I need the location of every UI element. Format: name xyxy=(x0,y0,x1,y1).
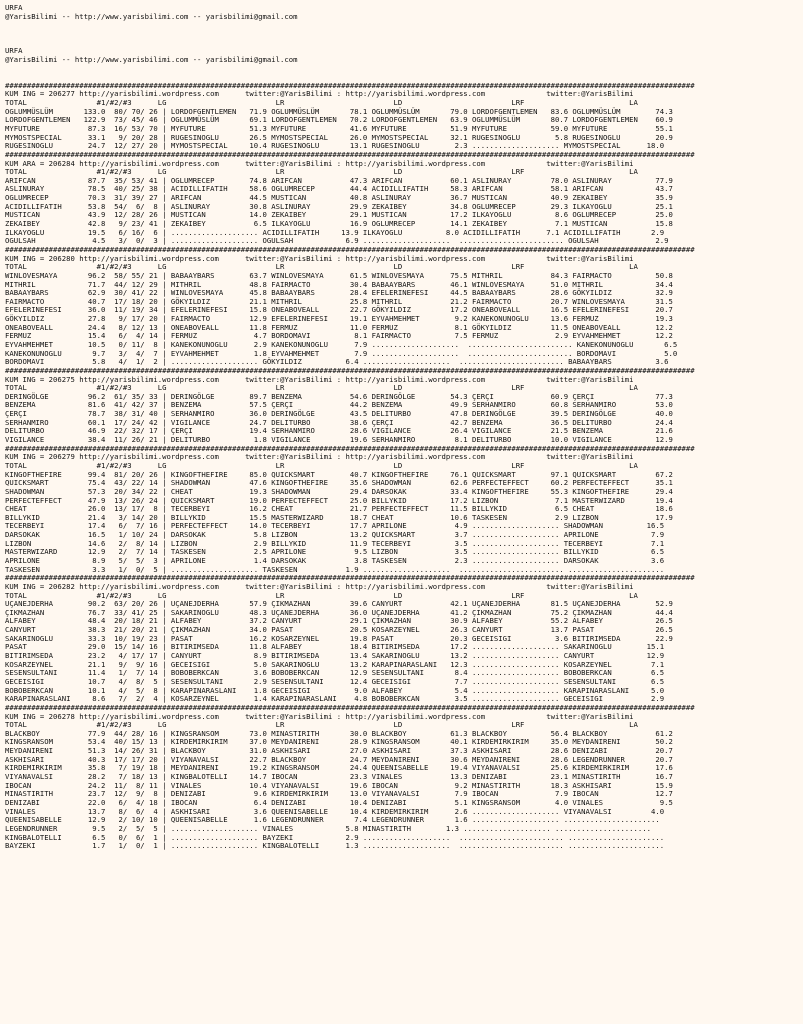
document-line: OGLUMMÜSLÜM 133.0 80/ 70/ 26 | LORDOFGENTLEMEN 71.9 OGLUMMÜSLÜM 78.1 OGLUMMÜSLÜM 79.0 LORDOFGENTLEMEN 83.6 OGLUMMÜSLÜM 74.3 xyxy=(5,106,673,116)
document-line xyxy=(5,21,803,30)
document-line: URFA xyxy=(5,3,23,12)
document-line: KUM ING = 206277 http://yarisbilimi.wordpress.com twitter:@YarisBilimi : http://yarisbilimi.wordpress.com twitter:@YarisBilimi xyxy=(5,89,634,99)
document-line: PERFECTEFFECT 47.9 13/ 26/ 24 | QUICKSMART 19.0 PERFECTEFFECT 25.0 BILLYKID 17.2 LIZBON 7.1 MASTERWIZARD 19.4 xyxy=(5,495,673,505)
document-line: KUM ING = 206279 http://yarisbilimi.wordpress.com twitter:@YarisBilimi : http://yarisbilimi.wordpress.com twitter:@YarisBilimi xyxy=(5,452,634,462)
document-line: ZEKAIBEY 42.8 9/ 23/ 41 | ZEKAIBEY 6.5 ILKAYOGLU 16.9 OGLUMRECEP 14.1 ZEKAIBEY 7.1 MUSTICAN 15.8 xyxy=(5,219,673,229)
document-line: BORDOMAVI 5.8 4/ 1/ 2 | .................... GÖKYILDIZ 6.4 .................... ........................ BABAAYBARS 3.6 xyxy=(5,357,669,367)
document-line: TOTAL #1/#2/#3 LG LR LD LRF LA xyxy=(5,590,638,600)
document-line: DENIZABI 22.0 6/ 4/ 18 | IBOCAN 6.4 DENIZABI 10.4 DENIZABI 5.1 KINGSRANSOM 4.0 VINALES 9.5 xyxy=(5,797,673,807)
document-line: BILLYKID 21.4 3/ 14/ 20 | BILLYKID 15.5 MASTERWIZARD 18.7 CHEAT 10.6 TASKESEN 2.9 LIZBON 17.9 xyxy=(5,512,673,522)
document-line: ILKAYOGLU 19.5 6/ 16/ 6 | .................... ACIDILLIFATIH 13.9 ILKAYOGLU 8.0 ACIDILLIFATIH 7.1 ACIDILLIFATIH 2.9 xyxy=(5,227,665,237)
document-line xyxy=(5,64,803,73)
document-line: TECERBEYI 17.4 6/ 7/ 16 | PERFECTEFFECT 14.0 TECERBEYI 17.7 APRILONE 4.9 .................... SHADOWMAN 16.5 xyxy=(5,521,665,531)
document-line: VINALES 13.7 8/ 6/ 4 | ASKHISARI 3.6 QUEENISABELLE 10.4 KIRDEMIRKIRIM 2.6 .................... VIYANAVALSI 4.0 xyxy=(5,806,665,816)
document-line: MITHRIL 71.7 44/ 12/ 29 | MITHRIL 48.8 FAIRMACTO 30.4 BABAAYBARS 46.1 WINLOVESMAYA 51.0 MITHRIL 34.4 xyxy=(5,279,673,289)
document-line: BAYZEKI 1.7 1/ 0/ 1 | .................... KINGBALOTELLI 1.3 .................... ........................ ...................... xyxy=(5,841,665,851)
document-line: TOTAL #1/#2/#3 LG LR LD LRF LA xyxy=(5,460,638,470)
document-line: KINGBALOTELLI 6.5 0/ 6/ 1 | .................... BAYZEKI 2.9 .................... ........................ ...................... xyxy=(5,832,665,842)
document-line: ############################################################################################################################################################## xyxy=(5,365,695,375)
document-line: WINLOVESMAYA 96.2 58/ 55/ 21 | BABAAYBARS 63.7 WINLOVESMAYA 61.5 WINLOVESMAYA 75.5 MITHRIL 84.3 FAIRMACTO 50.8 xyxy=(5,270,673,280)
document-line: MASTERWIZARD 12.9 2/ 7/ 14 | TASKESEN 2.5 APRILONE 9.5 LIZBON 3.5 .................... BILLYKID 6.5 xyxy=(5,547,665,557)
document-line: ACIDILLIFATIH 53.8 54/ 6/ 8 | ASLINURAY 30.8 ASLINURAY 29.9 ZEKAIBEY 34.8 OGLUMRECEP 29.3 ILKAYOGLU 25.1 xyxy=(5,201,673,211)
document-line: LIZBON 14.6 2/ 8/ 14 | LIZBON 2.9 BILLYKID 11.9 TECERBEYI 3.5 .................... TECERBEYI 7.1 xyxy=(5,538,665,548)
document-line: KUM ING = 206278 http://yarisbilimi.wordpress.com twitter:@YarisBilimi : http://yarisbilimi.wordpress.com twitter:@YarisBilimi xyxy=(5,711,634,721)
document-line: ############################################################################################################################################################## xyxy=(5,573,695,583)
document-line: KUM ARA = 206284 http://yarisbilimi.wordpress.com twitter:@YarisBilimi : http://yarisbilimi.wordpress.com twitter:@YarisBilimi xyxy=(5,158,634,168)
document-line: MYMOSTSPECIAL 33.1 9/ 20/ 28 | RUGESINOGLU 26.5 MYMOSTSPECIAL 26.0 MYMOSTSPECIAL 32.1 RUGESINOGLU 5.8 RUGESINOGLU 20.9 xyxy=(5,132,673,142)
document-line: TOTAL #1/#2/#3 LG LR LD LRF LA xyxy=(5,720,638,730)
document-line: APRILONE 8.9 5/ 5/ 3 | APRILONE 1.4 DARSOKAK 3.8 TASKESEN 2.3 .................... DARSOKAK 3.6 xyxy=(5,556,665,565)
document-line: QUEENISABELLE 12.9 2/ 10/ 10 | QUEENISABELLE 1.6 LEGENDRUNNER 7.4 LEGENDRUNNER 1.6 .................... ...................... xyxy=(5,815,660,825)
document-line: BABAAYBARS 62.9 30/ 41/ 22 | WINLOVESMAYA 45.8 BABAAYBARS 28.4 EFELERINEFESI 44.5 BABAAYBARS 28.6 GÖKYILDIZ 32.9 xyxy=(5,288,673,298)
document-line: ÇERÇI 78.7 38/ 31/ 40 | SERHANMIRO 36.0 DERINGÖLGE 43.5 DELITURBO 47.8 DERINGÖLGE 39.5 DERINGÖLGE 40.0 xyxy=(5,409,673,419)
document-line: BITIRIMSEDA 23.2 4/ 17/ 17 | CANYURT 8.9 BITIRIMSEDA 13.4 SAKARINOGLU 13.2 .................... CANYURT 12.9 xyxy=(5,651,665,661)
document-line: ASLINURAY 78.5 40/ 25/ 38 | ACIDILLIFATIH 58.6 OGLUMRECEP 44.4 ACIDILLIFATIH 58.3 ARIFCAN 58.1 ARIFCAN 43.7 xyxy=(5,184,673,194)
document-line: RUGESINOGLU 24.7 12/ 27/ 20 | MYMOSTSPECIAL 10.4 RUGESINOGLU 13.1 RUGESINOGLU 2.3 .................... MYMOSTSPECIAL 18.0 xyxy=(5,141,665,151)
document-line: ############################################################################################################################################################## xyxy=(5,244,695,254)
document-line: SERHANMIRO 60.1 17/ 24/ 42 | VIGILANCE 24.7 DELITURBO 38.6 ÇERÇI 42.7 BENZEMA 36.5 DELITURBO 24.4 xyxy=(5,417,673,427)
document-line: @YarisBilimi -- http://www.yarisbilimi.com -- yarisbilimi@gmail.com xyxy=(5,54,298,64)
document-line: KINGOFTHEFIRE 99.4 81/ 20/ 26 | KINGOFTHEFIRE 85.0 QUICKSMART 40.7 KINGOFTHEFIRE 76.1 QUICKSMART 97.1 QUICKSMART 67.2 xyxy=(5,469,673,479)
document-line: KOSARZEYNEL 21.1 9/ 9/ 16 | GECEISIGI 5.0 SAKARINOGLU 13.2 KARAPINARASLANI 12.3 .................... KOSARZEYNEL 7.1 xyxy=(5,659,665,669)
document-line: DERINGÖLGE 96.2 61/ 35/ 33 | DERINGÖLGE 89.7 BENZEMA 54.6 DERINGÖLGE 54.3 ÇERÇI 60.9 ÇERÇI 77.3 xyxy=(5,391,673,401)
document-line: GÖKYILDIZ 27.8 9/ 17/ 20 | FAIRMACTO 12.9 EFELERINEFESI 19.1 EYVAHMEHMET 9.2 KANEKONUNOGLU 13.6 FERMUZ 19.3 xyxy=(5,314,673,324)
document-line: KUM ING = 206282 http://yarisbilimi.wordpress.com twitter:@YarisBilimi : http://yarisbilimi.wordpress.com twitter:@YarisBilimi xyxy=(5,581,634,591)
document-line: GECEISIGI 10.7 4/ 8/ 5 | SESENSULTANI 2.9 SESENSULTANI 12.4 GECEISIGI 7.7 .................... SESENSULTANI 6.5 xyxy=(5,676,665,686)
document-line: CHEAT 26.0 13/ 17/ 8 | TECERBEYI 16.2 CHEAT 21.7 PERFECTEFFECT 11.5 BILLYKID 6.5 CHEAT 18.6 xyxy=(5,504,673,514)
document-line: FERMUZ 15.4 6/ 4/ 14 | FERMUZ 4.7 BORDOMAVI 8.1 FAIRMACTO 7.5 FERMUZ 2.9 EYVAHMEHMET 12.2 xyxy=(5,331,673,341)
document-line: KIRDEMIRKIRIM 35.8 7/ 19/ 18 | MEYDANIRENI 19.2 KINGSRANSOM 24.4 QUEENISABELLE 19.4 VIYANAVALSI 25.6 KIRDEMIRKIRIM 17.6 xyxy=(5,763,673,773)
document-line: CANYURT 38.3 21/ 20/ 21 | ÇIKMAZHAN 34.0 PASAT 20.5 KOSARZEYNEL 26.3 CANYURT 13.7 PASAT 26.5 xyxy=(5,625,673,635)
document-line: VIGILANCE 38.4 11/ 26/ 21 | DELITURBO 1.8 VIGILANCE 19.6 SERHANMIRO 8.1 DELITURBO 10.0 VIGILANCE 12.9 xyxy=(5,435,673,445)
document-line: DELITURBO 46.9 22/ 32/ 17 | ÇERÇI 19.4 SERHANMIRO 28.6 VIGILANCE 26.4 VIGILANCE 21.5 BENZEMA 21.6 xyxy=(5,426,673,436)
document-line: LEGENDRUNNER 9.5 2/ 5/ 5 | .................... VINALES 5.8 MINASTIRITH 1.3 .................... ...................... xyxy=(5,823,652,833)
document-line: TASKESEN 3.3 1/ 0/ 5 | .................... TASKESEN 1.9 .................... ........................ ...................... xyxy=(5,564,665,574)
document-line: @YarisBilimi -- http://www.yarisbilimi.com -- yarisbilimi@gmail.com xyxy=(5,11,298,21)
document-line: ############################################################################################################################################################## xyxy=(5,149,695,159)
document-line: KUM ING = 206280 http://yarisbilimi.wordpress.com twitter:@YarisBilimi : http://yarisbilimi.wordpress.com twitter:@YarisBilimi xyxy=(5,253,634,263)
document-line: URFA xyxy=(5,46,23,56)
document-line: TOTAL #1/#2/#3 LG LR LD LRF LA xyxy=(5,167,638,177)
document-line: ASKHISARI 40.3 17/ 17/ 20 | VIYANAVALSI 22.7 BLACKBOY 24.7 MEYDANIRENI 30.6 MEYDANIRENI 28.6 LEGENDRUNNER 20.7 xyxy=(5,754,673,764)
document-line: KINGSRANSOM 53.4 40/ 15/ 13 | KIRDEMIRKIRIM 37.0 MEYDANIRENI 28.9 KINGSRANSOM 40.1 KIRDEMIRKIRIM 35.0 MEYDANIRENI 50.2 xyxy=(5,737,673,747)
document-line: TOTAL #1/#2/#3 LG LR LD LRF LA xyxy=(5,262,638,272)
document-line: EYVAHMEHMET 10.5 0/ 11/ 8 | KANEKONUNOGLU 2.9 KANEKONUNOGLU 7.9 .................... ........................ KANEKONUNOGLU 6.5 xyxy=(5,339,678,349)
document-line: BENZEMA 81.6 41/ 42/ 37 | BENZEMA 57.5 ÇERÇI 44.2 BENZEMA 49.9 SERHANMIRO 60.8 SERHANMIRO 53.0 xyxy=(5,400,673,410)
document-line xyxy=(5,30,803,39)
document-line: QUICKSMART 75.4 43/ 22/ 14 | SHADOWMAN 47.6 KINGOFTHEFIRE 35.6 SHADOWMAN 62.6 PERFECTEFFECT 60.2 PERFECTEFFECT 35.1 xyxy=(5,478,673,488)
document-line: SAKARINOGLU 33.3 10/ 19/ 23 | PASAT 16.2 KOSARZEYNEL 19.8 PASAT 20.3 GECEISIGI 3.6 BITIRIMSEDA 22.9 xyxy=(5,633,673,643)
document-line: SESENSULTANI 11.4 1/ 7/ 14 | BOBOBERKCAN 3.6 BOBOBERKCAN 12.9 SESENSULTANI 8.4 .................... BOBOBERKCAN 6.5 xyxy=(5,668,665,678)
document-line: MEYDANIRENI 51.3 14/ 26/ 31 | BLACKBOY 31.0 ASKHISARI 27.0 ASKHISARI 37.3 ASKHISARI 28.6 DENIZABI 20.7 xyxy=(5,746,673,756)
document-line xyxy=(5,39,803,48)
document-line: IBOCAN 24.2 11/ 8/ 11 | VINALES 10.4 VIYANAVALSI 19.6 IBOCAN 9.2 MINASTIRITH 18.3 ASKHISARI 15.9 xyxy=(5,780,673,790)
document-line: MYFUTURE 87.3 16/ 53/ 70 | MYFUTURE 51.3 MYFUTURE 41.6 MYFUTURE 51.9 MYFUTURE 59.0 MYFUTURE 55.1 xyxy=(5,123,673,133)
document-line: KANEKONUNOGLU 9.7 3/ 4/ 7 | EYVAHMEHMET 1.8 EYVAHMEHMET 7.9 .................... ........................ BORDOMAVI 5.0 xyxy=(5,348,678,358)
document-line: OGLUMRECEP 70.3 31/ 39/ 27 | ARIFCAN 44.5 MUSTICAN 40.8 ASLINURAY 36.7 MUSTICAN 40.9 ZEKAIBEY 35.9 xyxy=(5,193,673,203)
document-line: ARIFCAN 87.7 35/ 53/ 41 | OGLUMRECEP 74.8 ARIFCAN 47.3 ARIFCAN 60.1 ASLINURAY 78.0 ASLINURAY 77.9 xyxy=(5,175,673,185)
document-line: ÇIKMAZHAN 76.7 33/ 41/ 25 | SAKARINOGLU 48.3 UÇANEJDERHA 36.0 UÇANEJDERHA 41.2 ÇIKMAZHAN 75.2 ÇIKMAZHAN 44.4 xyxy=(5,607,673,617)
document-line: LORDOFGENTLEMEN 122.9 73/ 45/ 46 | OGLUMMÜSLÜM 69.1 LORDOFGENTLEMEN 70.2 LORDOFGENTLEMEN 63.9 OGLUMMÜSLÜM 80.7 LORDOFGENTLEMEN 60.9 xyxy=(5,115,673,125)
document-line: OGULSAH 4.5 3/ 0/ 3 | .................... OGULSAH 6.9 .................... ........................ OGULSAH 2.9 xyxy=(5,236,669,246)
document-line: ALFABEY 48.4 20/ 18/ 21 | ALFABEY 37.2 CANYURT 29.1 ÇIKMAZHAN 30.9 ALFABEY 55.2 ALFABEY 26.5 xyxy=(5,616,673,626)
document-line: MINASTIRITH 23.7 12/ 9/ 8 | DENIZABI 9.6 KIRDEMIRKIRIM 13.0 VIYANAVALSI 7.9 IBOCAN 7.9 IBOCAN 12.7 xyxy=(5,789,673,799)
document-line: ############################################################################################################################################################## xyxy=(5,80,695,90)
document-line: ONEABOVEALL 24.4 8/ 12/ 13 | ONEABOVEALL 11.8 FERMUZ 11.0 FERMUZ 8.1 GÖKYILDIZ 11.5 ONEABOVEALL 12.2 xyxy=(5,322,673,332)
document-line: BOBOBERKCAN 10.1 4/ 5/ 8 | KARAPINARASLANI 1.8 GECEISIGI 9.0 ALFABEY 5.4 .................... KARAPINARASLANI 5.0 xyxy=(5,685,665,695)
document-line: KARAPINARASLANI 8.6 7/ 2/ 4 | KOSARZEYNEL 1.4 KARAPINARASLANI 4.8 BOBOBERKCAN 3.5 .................... GECEISIGI 2.9 xyxy=(5,694,665,704)
document-line: TOTAL #1/#2/#3 LG LR LD LRF LA xyxy=(5,98,638,108)
document-line: KUM ING = 206275 http://yarisbilimi.wordpress.com twitter:@YarisBilimi : http://yarisbilimi.wordpress.com twitter:@YarisBilimi xyxy=(5,374,634,384)
document-line: PASAT 29.0 15/ 14/ 16 | BITIRIMSEDA 11.8 ALFABEY 18.4 BITIRIMSEDA 17.2 .................... SAKARINOGLU 15.1 xyxy=(5,642,665,652)
document-line: FAIRMACTO 40.7 17/ 18/ 20 | GÖKYILDIZ 21.1 MITHRIL 25.8 MITHRIL 21.2 FAIRMACTO 20.7 WINLOVESMAYA 31.5 xyxy=(5,296,673,306)
document-line: DARSOKAK 16.5 1/ 10/ 24 | DARSOKAK 5.8 LIZBON 13.2 QUICKSMART 3.7 .................... APRILONE 7.9 xyxy=(5,530,665,540)
document-line: ############################################################################################################################################################## xyxy=(5,443,695,453)
document-line: MUSTICAN 43.9 12/ 28/ 26 | MUSTICAN 14.0 ZEKAIBEY 29.1 MUSTICAN 17.2 ILKAYOGLU 8.6 OGLUMRECEP 25.0 xyxy=(5,210,673,220)
document-line: EFELERINEFESI 36.0 11/ 19/ 34 | EFELERINEFESI 15.8 ONEABOVEALL 22.7 GÖKYILDIZ 17.2 ONEABOVEALL 16.5 EFELERINEFESI 20.7 xyxy=(5,305,673,315)
document-line: UÇANEJDERHA 90.2 63/ 20/ 26 | UÇANEJDERHA 57.9 ÇIKMAZHAN 39.6 CANYURT 42.1 UÇANEJDERHA 81.5 UÇANEJDERHA 52.9 xyxy=(5,599,673,609)
document-line: SHADOWMAN 57.3 20/ 34/ 22 | CHEAT 19.3 SHADOWMAN 29.4 DARSOKAK 33.4 KINGOFTHEFIRE 55.3 KINGOFTHEFIRE 29.4 xyxy=(5,486,673,496)
document-line: VIYANAVALSI 28.2 7/ 18/ 13 | KINGBALOTELLI 14.7 IBOCAN 23.3 VINALES 13.3 DENIZABI 23.1 MINASTIRITH 16.7 xyxy=(5,772,673,782)
document-line: TOTAL #1/#2/#3 LG LR LD LRF LA xyxy=(5,383,638,393)
document-line: BLACKBOY 77.9 44/ 28/ 16 | KINGSRANSOM 73.0 MINASTIRITH 30.0 BLACKBOY 61.3 BLACKBOY 56.4 BLACKBOY 61.2 xyxy=(5,728,673,738)
document-line: ############################################################################################################################################################## xyxy=(5,702,695,712)
